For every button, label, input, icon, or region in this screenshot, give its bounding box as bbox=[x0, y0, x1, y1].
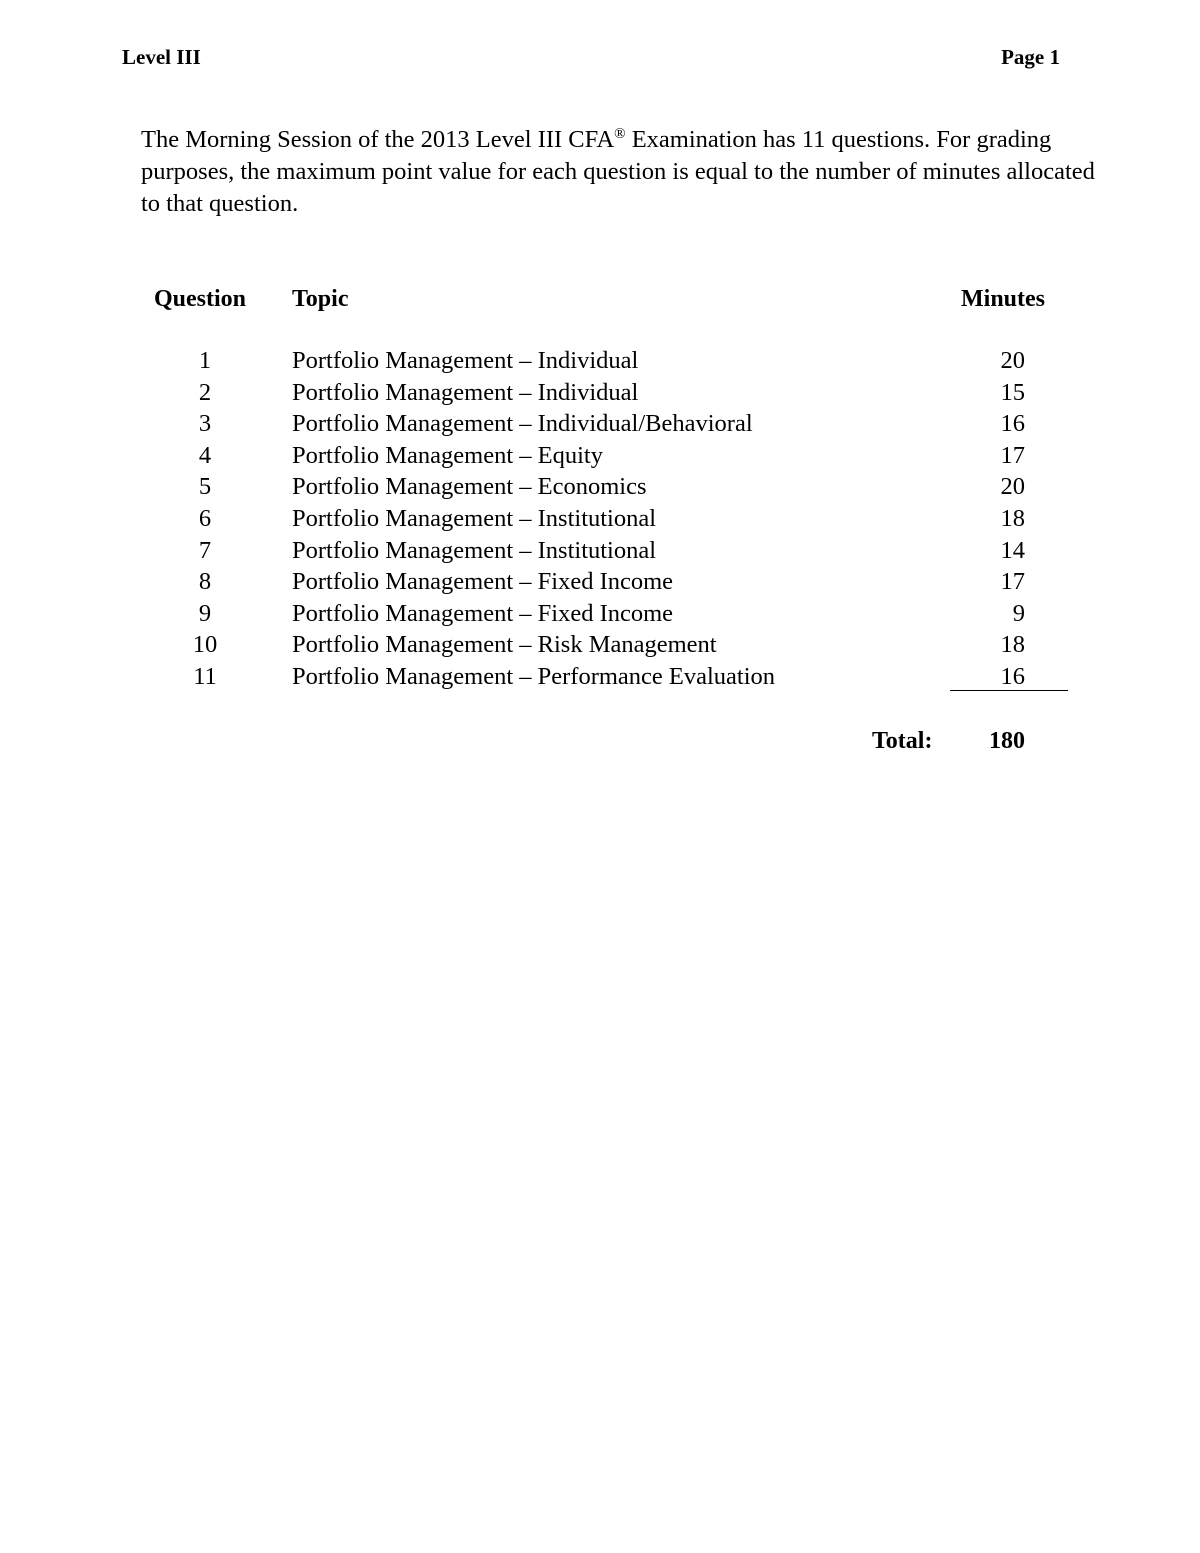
table-row bbox=[0, 377, 1200, 409]
total-minutes-value: 180 bbox=[989, 728, 1025, 754]
table-row bbox=[0, 535, 1200, 567]
question-minutes: 18 bbox=[1000, 504, 1025, 532]
registered-mark: ® bbox=[614, 126, 626, 142]
table-row bbox=[0, 629, 1200, 661]
question-topic: Portfolio Management – Fixed Income bbox=[292, 568, 674, 596]
table-row bbox=[0, 661, 1200, 693]
question-topic: Portfolio Management – Performance Evaluation bbox=[292, 662, 776, 690]
total-label: Total: bbox=[872, 728, 933, 754]
question-number: 7 bbox=[198, 536, 212, 564]
question-topic: Portfolio Management – Equity bbox=[292, 441, 603, 469]
question-number: 2 bbox=[198, 378, 212, 406]
question-topic: Portfolio Management – Economics bbox=[292, 473, 647, 501]
question-minutes: 14 bbox=[1000, 536, 1025, 564]
table-row bbox=[0, 440, 1200, 472]
table-row bbox=[0, 345, 1200, 377]
question-minutes: 16 bbox=[1000, 410, 1025, 438]
question-topic: Portfolio Management – Individual bbox=[292, 347, 639, 374]
question-number: 11 bbox=[193, 662, 217, 690]
question-topic: Portfolio Management – Risk Management bbox=[292, 631, 717, 659]
column-header-question: Question bbox=[154, 286, 247, 312]
header-level: Level III bbox=[122, 45, 201, 69]
table-row bbox=[0, 598, 1200, 630]
question-table-body bbox=[0, 345, 1200, 693]
intro-text-end: Examination has 11 questions. For grading purposes, the maximum point value for each question is equal to the number of minutes allocated to that question. bbox=[141, 126, 1095, 217]
question-minutes: 17 bbox=[1000, 441, 1025, 469]
header-page-number: Page 1 bbox=[1001, 45, 1060, 69]
table-row bbox=[0, 408, 1200, 440]
question-minutes: 16 bbox=[1000, 662, 1025, 690]
question-topic: Portfolio Management – Individual/Behavioral bbox=[292, 410, 753, 438]
question-minutes: 18 bbox=[1000, 631, 1025, 659]
intro-paragraph bbox=[141, 124, 1101, 220]
table-row bbox=[0, 471, 1200, 503]
question-number: 3 bbox=[198, 410, 212, 438]
question-minutes: 9 bbox=[1012, 599, 1025, 627]
question-number: 9 bbox=[198, 599, 212, 627]
column-header-minutes: Minutes bbox=[961, 286, 1045, 312]
question-minutes: 17 bbox=[1000, 568, 1025, 596]
question-minutes: 20 bbox=[1000, 347, 1025, 374]
question-number: 4 bbox=[198, 441, 212, 469]
question-number: 10 bbox=[192, 631, 218, 659]
question-minutes: 15 bbox=[1000, 378, 1025, 406]
question-topic: Portfolio Management – Institutional bbox=[292, 504, 657, 532]
table-row bbox=[0, 566, 1200, 598]
column-header-topic: Topic bbox=[292, 286, 349, 312]
table-row bbox=[0, 503, 1200, 535]
question-number: 8 bbox=[198, 568, 212, 596]
question-number: 5 bbox=[198, 473, 212, 501]
intro-text-start: The Morning Session of the 2013 Level III CFA bbox=[141, 126, 615, 153]
sum-underline-divider bbox=[950, 690, 1068, 691]
question-minutes: 20 bbox=[1000, 473, 1025, 501]
question-number: 1 bbox=[198, 347, 212, 374]
question-topic: Portfolio Management – Institutional bbox=[292, 536, 657, 564]
question-number: 6 bbox=[198, 504, 212, 532]
question-topic: Portfolio Management – Fixed Income bbox=[292, 599, 674, 627]
question-topic: Portfolio Management – Individual bbox=[292, 378, 639, 406]
